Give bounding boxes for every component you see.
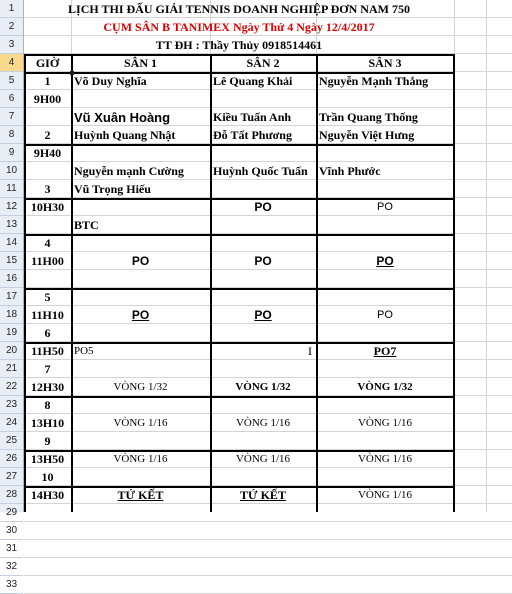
grid-line [24, 377, 512, 378]
slot-num[interactable]: 3 [44, 182, 51, 196]
san2-player[interactable]: Kiều Tuấn Anh [213, 110, 292, 124]
row-header[interactable]: 21 [0, 360, 23, 378]
row-header[interactable]: 23 [0, 396, 23, 414]
slot-num[interactable]: 10 [41, 470, 54, 484]
san1-player[interactable]: Vũ Xuân Hoàng [74, 110, 171, 125]
slot-time[interactable]: 11H50 [31, 344, 64, 358]
row-header[interactable]: 18 [0, 306, 23, 324]
san2-marker[interactable]: I [308, 344, 312, 358]
row-header[interactable]: 9 [0, 144, 23, 162]
contact-line[interactable]: TT ĐH : Thầy Thủy 0918514461 [155, 38, 323, 52]
san2-round[interactable]: VÒNG 1/16 [235, 453, 291, 465]
header-san2[interactable]: SÂN 2 [246, 56, 280, 70]
row-header[interactable]: 17 [0, 288, 23, 306]
slot-num[interactable]: 7 [44, 362, 51, 376]
selection-handle[interactable] [70, 71, 74, 75]
san2-round[interactable]: VÒNG 1/16 [235, 417, 291, 429]
san1-player[interactable]: Vũ Trọng Hiếu [74, 182, 151, 196]
san2-po[interactable]: PO [254, 308, 272, 322]
san1-round[interactable]: TỨ KẾT [117, 488, 164, 502]
slot-time[interactable]: 11H00 [31, 254, 64, 268]
slot-num[interactable]: 9 [44, 434, 51, 448]
row-header[interactable]: 25 [0, 432, 23, 450]
slot-time[interactable]: 14H30 [30, 488, 65, 502]
row-header[interactable]: 1 [0, 0, 23, 18]
row-header[interactable]: 28 [0, 486, 23, 504]
san2-round[interactable]: TỨ KẾT [240, 488, 286, 502]
row-header[interactable]: 24 [0, 414, 23, 432]
san3-round[interactable]: VÒNG 1/16 [357, 417, 413, 429]
header-time[interactable]: GIỜ [35, 56, 60, 70]
san3-po[interactable]: PO [377, 201, 393, 213]
san3-player[interactable]: Vĩnh Phước [319, 164, 381, 178]
san1-po5[interactable]: PO5 [74, 345, 94, 357]
san1-round[interactable]: VÒNG 1/16 [113, 453, 168, 465]
san2-po[interactable]: PO [254, 254, 272, 268]
san1-round[interactable]: VÒNG 1/32 [113, 381, 168, 393]
san3-round[interactable]: VÒNG 1/16 [357, 453, 413, 465]
sheet-title[interactable]: LỊCH THI ĐẤU GIẢI TENNIS DOANH NGHIỆP ĐƠN NAM 750 [68, 2, 410, 16]
san1-po[interactable]: PO [131, 308, 150, 322]
row-header[interactable]: 33 [0, 576, 23, 594]
row-header[interactable]: 16 [0, 270, 23, 288]
row-header[interactable]: 3 [0, 36, 23, 54]
san2-po[interactable]: PO [254, 200, 272, 214]
san1-player[interactable]: Võ Duy Nghĩa [74, 74, 147, 88]
slot-time[interactable]: 11H10 [31, 308, 64, 322]
row-header[interactable]: 26 [0, 450, 23, 468]
row-header[interactable]: 13 [0, 216, 23, 234]
row-header[interactable]: 7 [0, 108, 23, 126]
san3-player[interactable]: Nguyễn Mạnh Thắng [319, 74, 429, 88]
slot-num[interactable]: 1 [44, 74, 51, 88]
san1-po[interactable]: PO [131, 254, 150, 268]
row-header[interactable]: 29 [0, 504, 23, 522]
grid-line [24, 161, 512, 162]
row-header[interactable]: 2 [0, 18, 23, 36]
row-header[interactable]: 15 [0, 252, 23, 270]
slot-time[interactable]: 9H40 [33, 146, 62, 160]
san2-round[interactable]: VÒNG 1/32 [235, 381, 291, 393]
row-header[interactable]: 19 [0, 324, 23, 342]
cell-grid[interactable] [24, 0, 512, 512]
row-header-column [0, 0, 24, 590]
slot-time[interactable]: 12H30 [30, 380, 65, 394]
grid-line [24, 107, 512, 108]
row-header[interactable]: 22 [0, 378, 23, 396]
slot-num[interactable]: 2 [44, 128, 51, 142]
row-header[interactable]: 12 [0, 198, 23, 216]
san1-player[interactable]: Huỳnh Quang Nhật [74, 128, 176, 142]
san3-round[interactable]: VÒNG 1/32 [357, 381, 413, 393]
row-header[interactable]: 27 [0, 468, 23, 486]
san3-po7[interactable]: PO7 [373, 344, 397, 358]
row-header[interactable]: 30 [0, 522, 23, 540]
san2-player[interactable]: Lê Quang Khải [213, 74, 293, 88]
san1-player[interactable]: Nguyễn mạnh Cường [74, 164, 184, 178]
slot-time[interactable]: 9H00 [33, 92, 62, 106]
row-header[interactable]: 10 [0, 162, 23, 180]
san1-round[interactable]: VÒNG 1/16 [113, 417, 168, 429]
san1-btc[interactable]: BTC [74, 218, 99, 232]
slot-num[interactable]: 8 [44, 398, 51, 412]
slot-num[interactable]: 6 [44, 326, 51, 340]
slot-num[interactable]: 5 [44, 290, 51, 304]
row-header[interactable]: 4 [0, 54, 23, 72]
san2-player[interactable]: Đỗ Tất Phương [213, 128, 292, 142]
row-header[interactable]: 11 [0, 180, 23, 198]
row-header[interactable]: 5 [0, 72, 23, 90]
slot-time[interactable]: 10H30 [30, 200, 65, 214]
slot-time[interactable]: 13H50 [30, 452, 65, 466]
row-header[interactable]: 32 [0, 558, 23, 576]
grid-line [24, 557, 512, 558]
grid-line [24, 575, 512, 576]
san3-player[interactable]: Nguyễn Việt Hưng [319, 128, 415, 142]
san3-po[interactable]: PO [377, 309, 393, 321]
grid-line [24, 539, 512, 540]
san2-player[interactable]: Huỳnh Quốc Tuấn [213, 164, 308, 178]
grid-line [24, 305, 512, 306]
slot-time[interactable]: 13H10 [30, 416, 65, 430]
grid-line [24, 251, 512, 252]
san3-po[interactable]: PO [376, 254, 394, 268]
san3-round[interactable]: VÒNG 1/16 [357, 489, 413, 501]
grid-line [24, 413, 512, 414]
row-header[interactable]: 8 [0, 126, 23, 144]
header-san1[interactable]: SÂN 1 [123, 56, 157, 70]
slot-num[interactable]: 4 [44, 236, 51, 250]
row-header[interactable]: 31 [0, 540, 23, 558]
row-header[interactable]: 6 [0, 90, 23, 108]
san3-player[interactable]: Trần Quang Thống [319, 110, 418, 124]
row-header[interactable]: 20 [0, 342, 23, 360]
header-san3[interactable]: SÂN 3 [368, 56, 402, 70]
sheet-subtitle[interactable]: CỤM SÂN B TANIMEX Ngày Thứ 4 Ngày 12/4/2017 [103, 20, 375, 34]
grid-line [24, 521, 512, 522]
row-header[interactable]: 14 [0, 234, 23, 252]
